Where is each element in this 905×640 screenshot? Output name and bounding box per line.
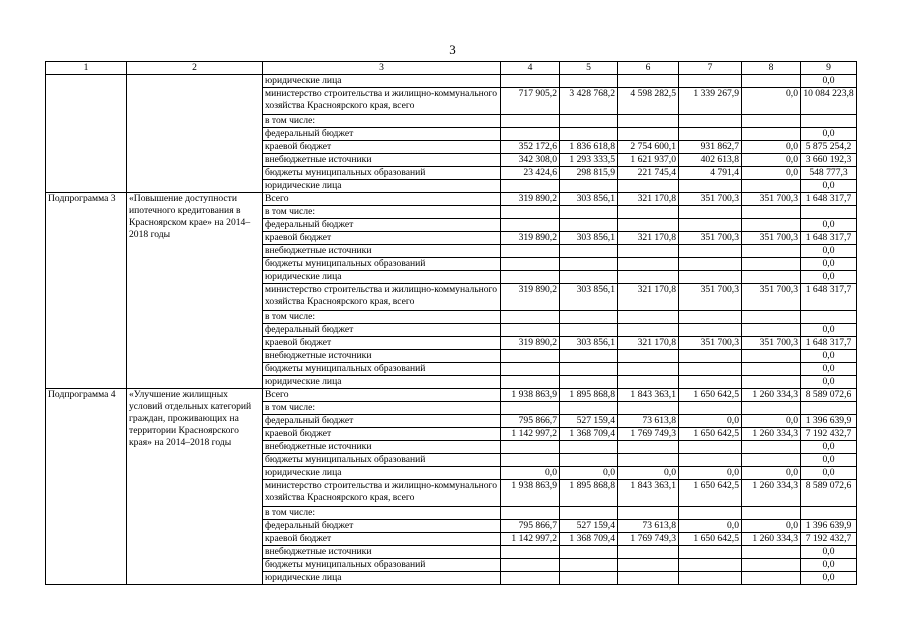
year-value-cell: 1 769 749,3 [618, 533, 679, 546]
total-cell: 0,0 [801, 572, 857, 585]
year-value-cell [742, 507, 801, 520]
year-value-cell [679, 402, 742, 415]
total-cell: 8 589 072,6 [801, 389, 857, 402]
funding-source-label: Всего [263, 193, 501, 206]
year-value-cell [742, 546, 801, 559]
funding-source-label: бюджеты муниципальных образований [263, 167, 501, 180]
year-value-cell [501, 324, 560, 337]
year-value-cell: 4 598 282,5 [618, 88, 679, 115]
year-value-cell: 1 843 363,1 [618, 389, 679, 402]
year-value-cell [501, 258, 560, 271]
year-value-cell: 0,0 [501, 467, 560, 480]
year-value-cell: 351 700,3 [742, 193, 801, 206]
year-value-cell: 352 172,6 [501, 141, 560, 154]
year-value-cell [618, 324, 679, 337]
total-cell: 1 648 317,7 [801, 232, 857, 245]
year-value-cell [560, 219, 618, 232]
year-value-cell [679, 271, 742, 284]
year-value-cell [501, 454, 560, 467]
total-cell: 548 777,3 [801, 167, 857, 180]
year-value-cell [679, 258, 742, 271]
total-cell: 0,0 [801, 128, 857, 141]
total-cell: 3 660 192,3 [801, 154, 857, 167]
year-value-cell [742, 75, 801, 88]
total-cell: 0,0 [801, 454, 857, 467]
year-value-cell [501, 546, 560, 559]
year-value-cell: 1 260 334,3 [742, 533, 801, 546]
year-value-cell: 1 843 363,1 [618, 480, 679, 507]
table-row [46, 389, 857, 402]
funding-source-label: министерство строительства и жилищно-коммунального хозяйства Красноярского края, всего [263, 88, 501, 115]
funding-source-label: федеральный бюджет [263, 128, 501, 141]
year-value-cell: 1 142 997,2 [501, 533, 560, 546]
year-value-cell [679, 546, 742, 559]
year-value-cell [742, 258, 801, 271]
year-value-cell: 0,0 [742, 520, 801, 533]
column-header: 9 [801, 62, 857, 75]
total-cell: 0,0 [801, 258, 857, 271]
year-value-cell: 0,0 [742, 88, 801, 115]
year-value-cell: 303 856,1 [560, 193, 618, 206]
year-value-cell [618, 311, 679, 324]
year-value-cell: 402 613,8 [679, 154, 742, 167]
year-value-cell: 795 866,7 [501, 415, 560, 428]
column-header: 1 [46, 62, 127, 75]
year-value-cell [501, 376, 560, 389]
year-value-cell [742, 363, 801, 376]
year-value-cell [501, 402, 560, 415]
year-value-cell [618, 219, 679, 232]
funding-source-label: внебюджетные источники [263, 441, 501, 454]
total-cell: 7 192 432,7 [801, 533, 857, 546]
total-cell: 0,0 [801, 75, 857, 88]
total-cell: 1 648 317,7 [801, 193, 857, 206]
year-value-cell [618, 402, 679, 415]
funding-source-label: в том числе: [263, 115, 501, 128]
year-value-cell: 351 700,3 [742, 284, 801, 311]
year-value-cell: 1 650 642,5 [679, 533, 742, 546]
column-header: 5 [560, 62, 618, 75]
year-value-cell [560, 559, 618, 572]
year-value-cell [679, 559, 742, 572]
year-value-cell: 303 856,1 [560, 337, 618, 350]
year-value-cell: 73 613,8 [618, 520, 679, 533]
funding-source-label: федеральный бюджет [263, 520, 501, 533]
funding-source-label: в том числе: [263, 402, 501, 415]
year-value-cell [501, 128, 560, 141]
year-value-cell [501, 363, 560, 376]
total-cell: 0,0 [801, 350, 857, 363]
year-value-cell: 0,0 [742, 141, 801, 154]
total-cell: 0,0 [801, 441, 857, 454]
year-value-cell: 1 368 709,4 [560, 428, 618, 441]
column-header: 7 [679, 62, 742, 75]
year-value-cell: 0,0 [742, 154, 801, 167]
year-value-cell [618, 572, 679, 585]
year-value-cell [560, 546, 618, 559]
year-value-cell [742, 180, 801, 193]
year-value-cell: 1 368 709,4 [560, 533, 618, 546]
funding-source-label: министерство строительства и жилищно-коммунального хозяйства Красноярского края, всего [263, 284, 501, 311]
year-value-cell [501, 507, 560, 520]
funding-source-label: внебюджетные источники [263, 546, 501, 559]
year-value-cell [501, 115, 560, 128]
year-value-cell: 2 754 600,1 [618, 141, 679, 154]
year-value-cell: 1 621 937,0 [618, 154, 679, 167]
year-value-cell [501, 311, 560, 324]
year-value-cell [679, 363, 742, 376]
year-value-cell [679, 180, 742, 193]
column-header: 4 [501, 62, 560, 75]
year-value-cell: 1 650 642,5 [679, 480, 742, 507]
funding-source-label: федеральный бюджет [263, 415, 501, 428]
year-value-cell [742, 219, 801, 232]
year-value-cell: 0,0 [742, 167, 801, 180]
year-value-cell: 221 745,4 [618, 167, 679, 180]
year-value-cell [560, 180, 618, 193]
year-value-cell: 319 890,2 [501, 193, 560, 206]
year-value-cell: 0,0 [618, 467, 679, 480]
year-value-cell: 23 424,6 [501, 167, 560, 180]
year-value-cell [742, 376, 801, 389]
year-value-cell [560, 402, 618, 415]
year-value-cell [560, 115, 618, 128]
year-value-cell [742, 245, 801, 258]
year-value-cell: 351 700,3 [742, 232, 801, 245]
year-value-cell [501, 206, 560, 219]
program-code: Подпрограмма 3 [46, 193, 127, 389]
total-cell: 1 396 639,9 [801, 520, 857, 533]
table-row [46, 75, 857, 88]
program-title: «Улучшение жилищных условий отдельных категорий граждан, проживающих на территории Красноярского края» на 2014–2018 годы [127, 389, 263, 585]
year-value-cell [618, 271, 679, 284]
year-value-cell [618, 454, 679, 467]
year-value-cell [618, 245, 679, 258]
year-value-cell [501, 180, 560, 193]
year-value-cell [618, 75, 679, 88]
year-value-cell [679, 245, 742, 258]
year-value-cell: 351 700,3 [679, 284, 742, 311]
year-value-cell: 1 769 749,3 [618, 428, 679, 441]
funding-source-label: Всего [263, 389, 501, 402]
year-value-cell [618, 350, 679, 363]
year-value-cell [618, 546, 679, 559]
year-value-cell [742, 350, 801, 363]
year-value-cell: 351 700,3 [679, 193, 742, 206]
total-cell: 0,0 [801, 271, 857, 284]
year-value-cell [679, 75, 742, 88]
total-cell: 5 875 254,2 [801, 141, 857, 154]
funding-source-label: юридические лица [263, 271, 501, 284]
year-value-cell: 351 700,3 [679, 337, 742, 350]
year-value-cell [560, 311, 618, 324]
total-cell [801, 206, 857, 219]
year-value-cell [679, 376, 742, 389]
funding-source-label: внебюджетные источники [263, 154, 501, 167]
funding-source-label: краевой бюджет [263, 232, 501, 245]
total-cell: 1 648 317,7 [801, 284, 857, 311]
year-value-cell [618, 376, 679, 389]
year-value-cell: 1 650 642,5 [679, 428, 742, 441]
year-value-cell: 319 890,2 [501, 337, 560, 350]
funding-source-label: министерство строительства и жилищно-коммунального хозяйства Красноярского края, всего [263, 480, 501, 507]
page-number: 3 [449, 42, 456, 57]
total-cell [801, 115, 857, 128]
year-value-cell [679, 219, 742, 232]
funding-source-label: федеральный бюджет [263, 324, 501, 337]
year-value-cell [742, 115, 801, 128]
year-value-cell [679, 572, 742, 585]
total-cell: 8 589 072,6 [801, 480, 857, 507]
program-title [127, 75, 263, 193]
total-cell: 0,0 [801, 546, 857, 559]
year-value-cell [560, 363, 618, 376]
year-value-cell [560, 441, 618, 454]
total-cell [801, 402, 857, 415]
year-value-cell [560, 206, 618, 219]
year-value-cell [560, 376, 618, 389]
column-header: 2 [127, 62, 263, 75]
total-cell: 0,0 [801, 467, 857, 480]
year-value-cell: 1 895 868,8 [560, 480, 618, 507]
year-value-cell [679, 350, 742, 363]
year-value-cell: 0,0 [679, 520, 742, 533]
total-cell: 0,0 [801, 363, 857, 376]
year-value-cell: 795 866,7 [501, 520, 560, 533]
year-value-cell [560, 245, 618, 258]
year-value-cell: 527 159,4 [560, 520, 618, 533]
year-value-cell [742, 128, 801, 141]
funding-source-label: бюджеты муниципальных образований [263, 559, 501, 572]
funding-source-label: краевой бюджет [263, 141, 501, 154]
year-value-cell: 342 308,0 [501, 154, 560, 167]
column-header: 8 [742, 62, 801, 75]
funding-source-label: бюджеты муниципальных образований [263, 454, 501, 467]
year-value-cell [560, 271, 618, 284]
year-value-cell [618, 559, 679, 572]
program-code [46, 75, 127, 193]
year-value-cell [618, 115, 679, 128]
year-value-cell: 1 650 642,5 [679, 389, 742, 402]
year-value-cell: 1 260 334,3 [742, 428, 801, 441]
total-cell: 0,0 [801, 245, 857, 258]
year-value-cell [679, 311, 742, 324]
total-cell: 0,0 [801, 219, 857, 232]
funding-source-label: юридические лица [263, 180, 501, 193]
year-value-cell [501, 245, 560, 258]
total-cell: 10 084 223,8 [801, 88, 857, 115]
year-value-cell: 1 938 863,9 [501, 389, 560, 402]
year-value-cell [501, 219, 560, 232]
year-value-cell: 0,0 [742, 415, 801, 428]
total-cell [801, 311, 857, 324]
funding-source-label: краевой бюджет [263, 533, 501, 546]
year-value-cell [742, 324, 801, 337]
year-value-cell [742, 572, 801, 585]
year-value-cell [560, 350, 618, 363]
year-value-cell [501, 559, 560, 572]
year-value-cell [560, 75, 618, 88]
funding-source-label: в том числе: [263, 507, 501, 520]
year-value-cell [501, 271, 560, 284]
year-value-cell [618, 507, 679, 520]
year-value-cell: 321 170,8 [618, 193, 679, 206]
funding-source-label: краевой бюджет [263, 337, 501, 350]
year-value-cell [560, 572, 618, 585]
year-value-cell: 527 159,4 [560, 415, 618, 428]
total-cell: 0,0 [801, 324, 857, 337]
year-value-cell [501, 350, 560, 363]
year-value-cell [560, 454, 618, 467]
year-value-cell: 321 170,8 [618, 232, 679, 245]
year-value-cell [742, 206, 801, 219]
program-code: Подпрограмма 4 [46, 389, 127, 585]
year-value-cell [679, 206, 742, 219]
year-value-cell [679, 324, 742, 337]
year-value-cell: 0,0 [679, 415, 742, 428]
year-value-cell: 319 890,2 [501, 232, 560, 245]
column-number-row [46, 62, 857, 75]
year-value-cell [501, 572, 560, 585]
year-value-cell: 717 905,2 [501, 88, 560, 115]
budget-table [45, 61, 857, 585]
year-value-cell: 1 938 863,9 [501, 480, 560, 507]
year-value-cell: 1 895 868,8 [560, 389, 618, 402]
funding-source-label: внебюджетные источники [263, 350, 501, 363]
year-value-cell [560, 324, 618, 337]
year-value-cell: 0,0 [679, 467, 742, 480]
year-value-cell [560, 507, 618, 520]
total-cell: 1 648 317,7 [801, 337, 857, 350]
funding-source-label: внебюджетные источники [263, 245, 501, 258]
year-value-cell [742, 559, 801, 572]
year-value-cell: 303 856,1 [560, 232, 618, 245]
year-value-cell: 4 791,4 [679, 167, 742, 180]
column-header: 3 [263, 62, 501, 75]
funding-source-label: юридические лица [263, 572, 501, 585]
funding-source-label: юридические лица [263, 376, 501, 389]
total-cell [801, 507, 857, 520]
program-title: «Повышение доступности ипотечного кредитования в Красноярском крае» на 2014–2018 годы [127, 193, 263, 389]
total-cell: 0,0 [801, 559, 857, 572]
year-value-cell: 319 890,2 [501, 284, 560, 311]
funding-source-label: в том числе: [263, 206, 501, 219]
year-value-cell: 303 856,1 [560, 284, 618, 311]
year-value-cell: 0,0 [560, 467, 618, 480]
year-value-cell: 1 142 997,2 [501, 428, 560, 441]
year-value-cell [618, 128, 679, 141]
year-value-cell: 351 700,3 [742, 337, 801, 350]
year-value-cell: 931 862,7 [679, 141, 742, 154]
year-value-cell [742, 441, 801, 454]
year-value-cell: 1 260 334,3 [742, 389, 801, 402]
funding-source-label: юридические лица [263, 75, 501, 88]
year-value-cell [742, 454, 801, 467]
funding-source-label: федеральный бюджет [263, 219, 501, 232]
year-value-cell [679, 128, 742, 141]
funding-source-label: краевой бюджет [263, 428, 501, 441]
year-value-cell [501, 441, 560, 454]
year-value-cell [679, 115, 742, 128]
year-value-cell [618, 363, 679, 376]
year-value-cell: 3 428 768,2 [560, 88, 618, 115]
total-cell: 0,0 [801, 180, 857, 193]
year-value-cell: 0,0 [742, 467, 801, 480]
year-value-cell [618, 206, 679, 219]
column-header: 6 [618, 62, 679, 75]
year-value-cell: 321 170,8 [618, 337, 679, 350]
year-value-cell: 1 836 618,8 [560, 141, 618, 154]
year-value-cell [618, 441, 679, 454]
funding-source-label: юридические лица [263, 467, 501, 480]
year-value-cell [742, 402, 801, 415]
funding-source-label: бюджеты муниципальных образований [263, 258, 501, 271]
total-cell: 1 396 639,9 [801, 415, 857, 428]
year-value-cell [501, 75, 560, 88]
year-value-cell [679, 507, 742, 520]
year-value-cell: 1 293 333,5 [560, 154, 618, 167]
year-value-cell: 73 613,8 [618, 415, 679, 428]
year-value-cell [679, 454, 742, 467]
table-row [46, 193, 857, 206]
year-value-cell: 351 700,3 [679, 232, 742, 245]
total-cell: 0,0 [801, 376, 857, 389]
year-value-cell: 298 815,9 [560, 167, 618, 180]
year-value-cell [742, 311, 801, 324]
total-cell: 7 192 432,7 [801, 428, 857, 441]
year-value-cell: 1 339 267,9 [679, 88, 742, 115]
year-value-cell: 321 170,8 [618, 284, 679, 311]
year-value-cell [560, 128, 618, 141]
year-value-cell [560, 258, 618, 271]
year-value-cell [618, 180, 679, 193]
year-value-cell [742, 271, 801, 284]
year-value-cell [618, 258, 679, 271]
funding-source-label: в том числе: [263, 311, 501, 324]
year-value-cell [679, 441, 742, 454]
year-value-cell: 1 260 334,3 [742, 480, 801, 507]
funding-source-label: бюджеты муниципальных образований [263, 363, 501, 376]
